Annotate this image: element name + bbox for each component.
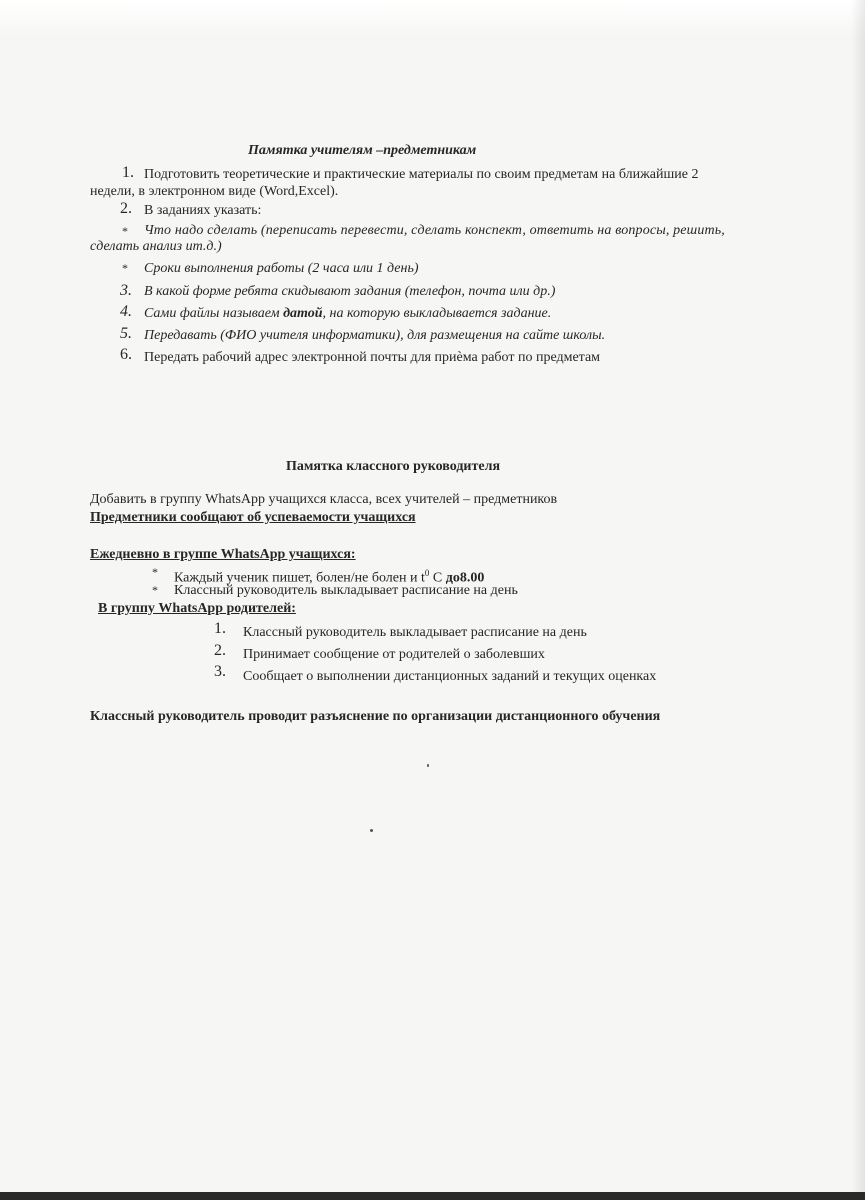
scan-bottom-edge	[0, 1192, 865, 1200]
list-item-text: Подготовить теоретические и практические материалы по своим предметам на ближайшие 2	[144, 167, 699, 182]
scan-right-shadow	[851, 0, 865, 1192]
bullet-text: Что надо сделать (переписать перевести, сделать конспект, ответить на вопросы, решить,	[144, 223, 725, 238]
item-number: 1.	[214, 620, 226, 637]
scan-speck	[427, 764, 429, 767]
bullet-asterisk: *	[152, 565, 158, 579]
intro-text: Добавить в группу WhatsApp учащихся класса, всех учителей – предметников	[90, 492, 558, 507]
bullet-asterisk: *	[122, 261, 128, 275]
section1-title: Памятка учителям –предметникам	[248, 143, 477, 158]
item-number: 4.	[120, 303, 132, 320]
item-number: 2.	[214, 642, 226, 659]
list-item-text: Сами файлы называем датой, на которую выкладывается задание.	[144, 306, 552, 321]
item-number: 1.	[122, 164, 134, 181]
item-number: 2.	[120, 200, 132, 217]
list-item-text: Передавать (ФИО учителя информатики), для размещения на сайте школы.	[144, 328, 606, 343]
scan-top-edge	[0, 0, 865, 38]
list-item-text: Классный руководитель выкладывает расписание на день	[243, 625, 587, 640]
bullet-asterisk: *	[152, 583, 158, 597]
section2-title: Памятка классного руководителя	[286, 459, 501, 474]
bullet-text: Каждый ученик пишет, болен/не болен и $t^0$ С до8.00	[174, 568, 485, 586]
closing-note: Классный руководитель проводит разъяснение по организации дистанционного обучения	[90, 709, 661, 724]
item-number: 6.	[120, 346, 132, 363]
list-item-text: недели, в электронном виде (Word,Excel).	[90, 184, 339, 199]
bullet-text: сделать анализ ит.д.)	[90, 239, 222, 254]
list-item-text: В заданиях указать:	[144, 203, 262, 218]
item-number: 5.	[120, 325, 132, 342]
item-number: 3.	[120, 282, 132, 299]
list-item-text: Передать рабочий адрес электронной почты для приѐма работ по предметам	[144, 350, 601, 365]
bullet-text: Сроки выполнения работы (2 часа или 1 день)	[144, 261, 419, 276]
bullet-asterisk: *	[122, 224, 128, 238]
parents-heading: В группу WhatsApp родителей:	[98, 601, 296, 616]
bullet-text: Классный руководитель выкладывает расписание на день	[174, 583, 518, 598]
list-item-text: Сообщает о выполнении дистанционных заданий и текущих оценках	[243, 669, 657, 684]
list-item-text: Принимает сообщение от родителей о заболевших	[243, 647, 545, 662]
list-item-text: В какой форме ребята скидывают задания (телефон, почта или др.)	[144, 284, 556, 299]
scan-speck	[370, 829, 373, 832]
item-number: 3.	[214, 663, 226, 680]
subject-teachers-note: Предметники сообщают об успеваемости учащихся	[90, 510, 416, 525]
daily-heading: Ежедневно в группе WhatsApp учащихся:	[90, 547, 356, 562]
